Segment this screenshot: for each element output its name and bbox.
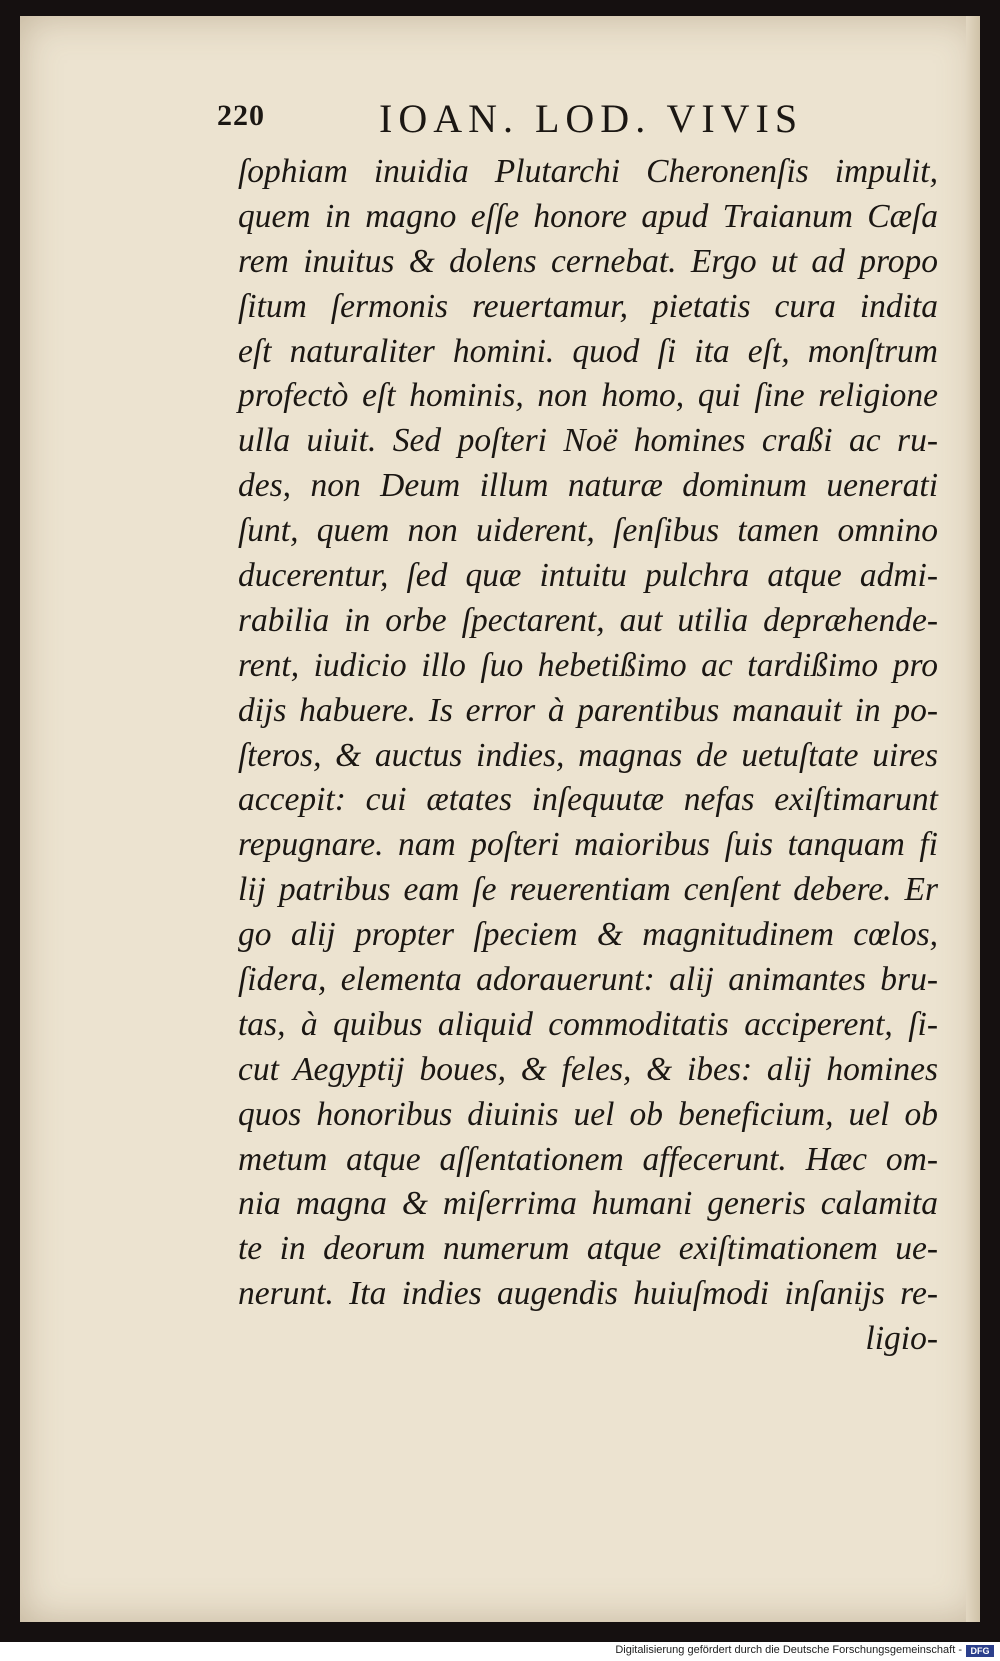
text-line: cut Aegyptij boues, & feles, & ibes: alij homines bbox=[238, 1050, 938, 1088]
text-line: profectò eſt hominis, non homo, qui ſine religione bbox=[238, 377, 938, 415]
page-header bbox=[217, 95, 817, 145]
text-line: lij patribus eam ſe reuerentiam cenſent debere. Er bbox=[238, 871, 938, 909]
text-line: ulla uiuit. Sed poſteri Noë homines craßi ac ru- bbox=[238, 422, 938, 460]
text-line: quos honoribus diuinis uel ob beneficium, uel ob bbox=[238, 1095, 938, 1133]
body-text bbox=[238, 150, 938, 1362]
page-number: 220 bbox=[217, 99, 265, 132]
text-line: tas, à quibus aliquid commoditatis acciperent, ſi- bbox=[238, 1005, 938, 1043]
funding-note: Digitalisierung gefördert durch die Deutsche Forschungsgemeinschaft - bbox=[615, 1644, 962, 1656]
text-line: nia magna & miſerrima humani generis calamita bbox=[238, 1185, 938, 1223]
text-line: rem inuitus & dolens cernebat. Ergo ut ad propo bbox=[238, 242, 938, 280]
text-line: rabilia in orbe ſpectarent, aut utilia depræhende- bbox=[238, 601, 938, 639]
text-line: nerunt. Ita indies augendis huiuſmodi inſanijs re- bbox=[238, 1275, 938, 1313]
text-line: ſophiam inuidia Plutarchi Cheronenſis impulit, bbox=[238, 153, 938, 190]
text-line: metum atque aſſentationem affecerunt. Hæc om- bbox=[238, 1140, 938, 1178]
catchword: ligio- bbox=[865, 1320, 938, 1358]
text-line: ſunt, quem non uiderent, ſenſibus tamen omnino bbox=[238, 512, 938, 550]
text-line: rent, iudicio illo ſuo hebetißimo ac tardißimo pro bbox=[238, 646, 938, 684]
text-line: te in deorum numerum atque exiſtimationem ue- bbox=[238, 1230, 938, 1268]
text-line: accepit: cui ætates inſequutæ nefas exiſtimarunt bbox=[238, 781, 938, 819]
text-line: ſidera, elementa adorauerunt: alij animantes bru- bbox=[238, 961, 938, 999]
digitization-footer bbox=[0, 1642, 1000, 1661]
running-head: IOAN. LOD. VIVIS bbox=[379, 96, 804, 141]
text-line: dijs habuere. Is error à parentibus manauit in po- bbox=[238, 691, 938, 729]
text-line: ducerentur, ſed quæ intuitu pulchra atque admi- bbox=[238, 557, 938, 595]
text-line: ſteros, & auctus indies, magnas de uetuſtate uires bbox=[238, 736, 938, 774]
text-line: eſt naturaliter homini. quod ſi ita eſt, monſtrum bbox=[238, 332, 938, 370]
page-edge bbox=[966, 16, 980, 1622]
text-line: quem in magno eſſe honore apud Traianum Cæſa bbox=[238, 197, 938, 235]
text-line: des, non Deum illum naturæ dominum uenerati bbox=[238, 467, 938, 505]
dfg-logo: DFG bbox=[966, 1645, 994, 1657]
text-line: repugnare. nam poſteri maioribus ſuis tanquam fi bbox=[238, 826, 938, 864]
text-line: go alij propter ſpeciem & magnitudinem cœlos, bbox=[238, 916, 938, 954]
text-line: ſitum ſermonis reuertamur, pietatis cura indita bbox=[238, 287, 938, 325]
